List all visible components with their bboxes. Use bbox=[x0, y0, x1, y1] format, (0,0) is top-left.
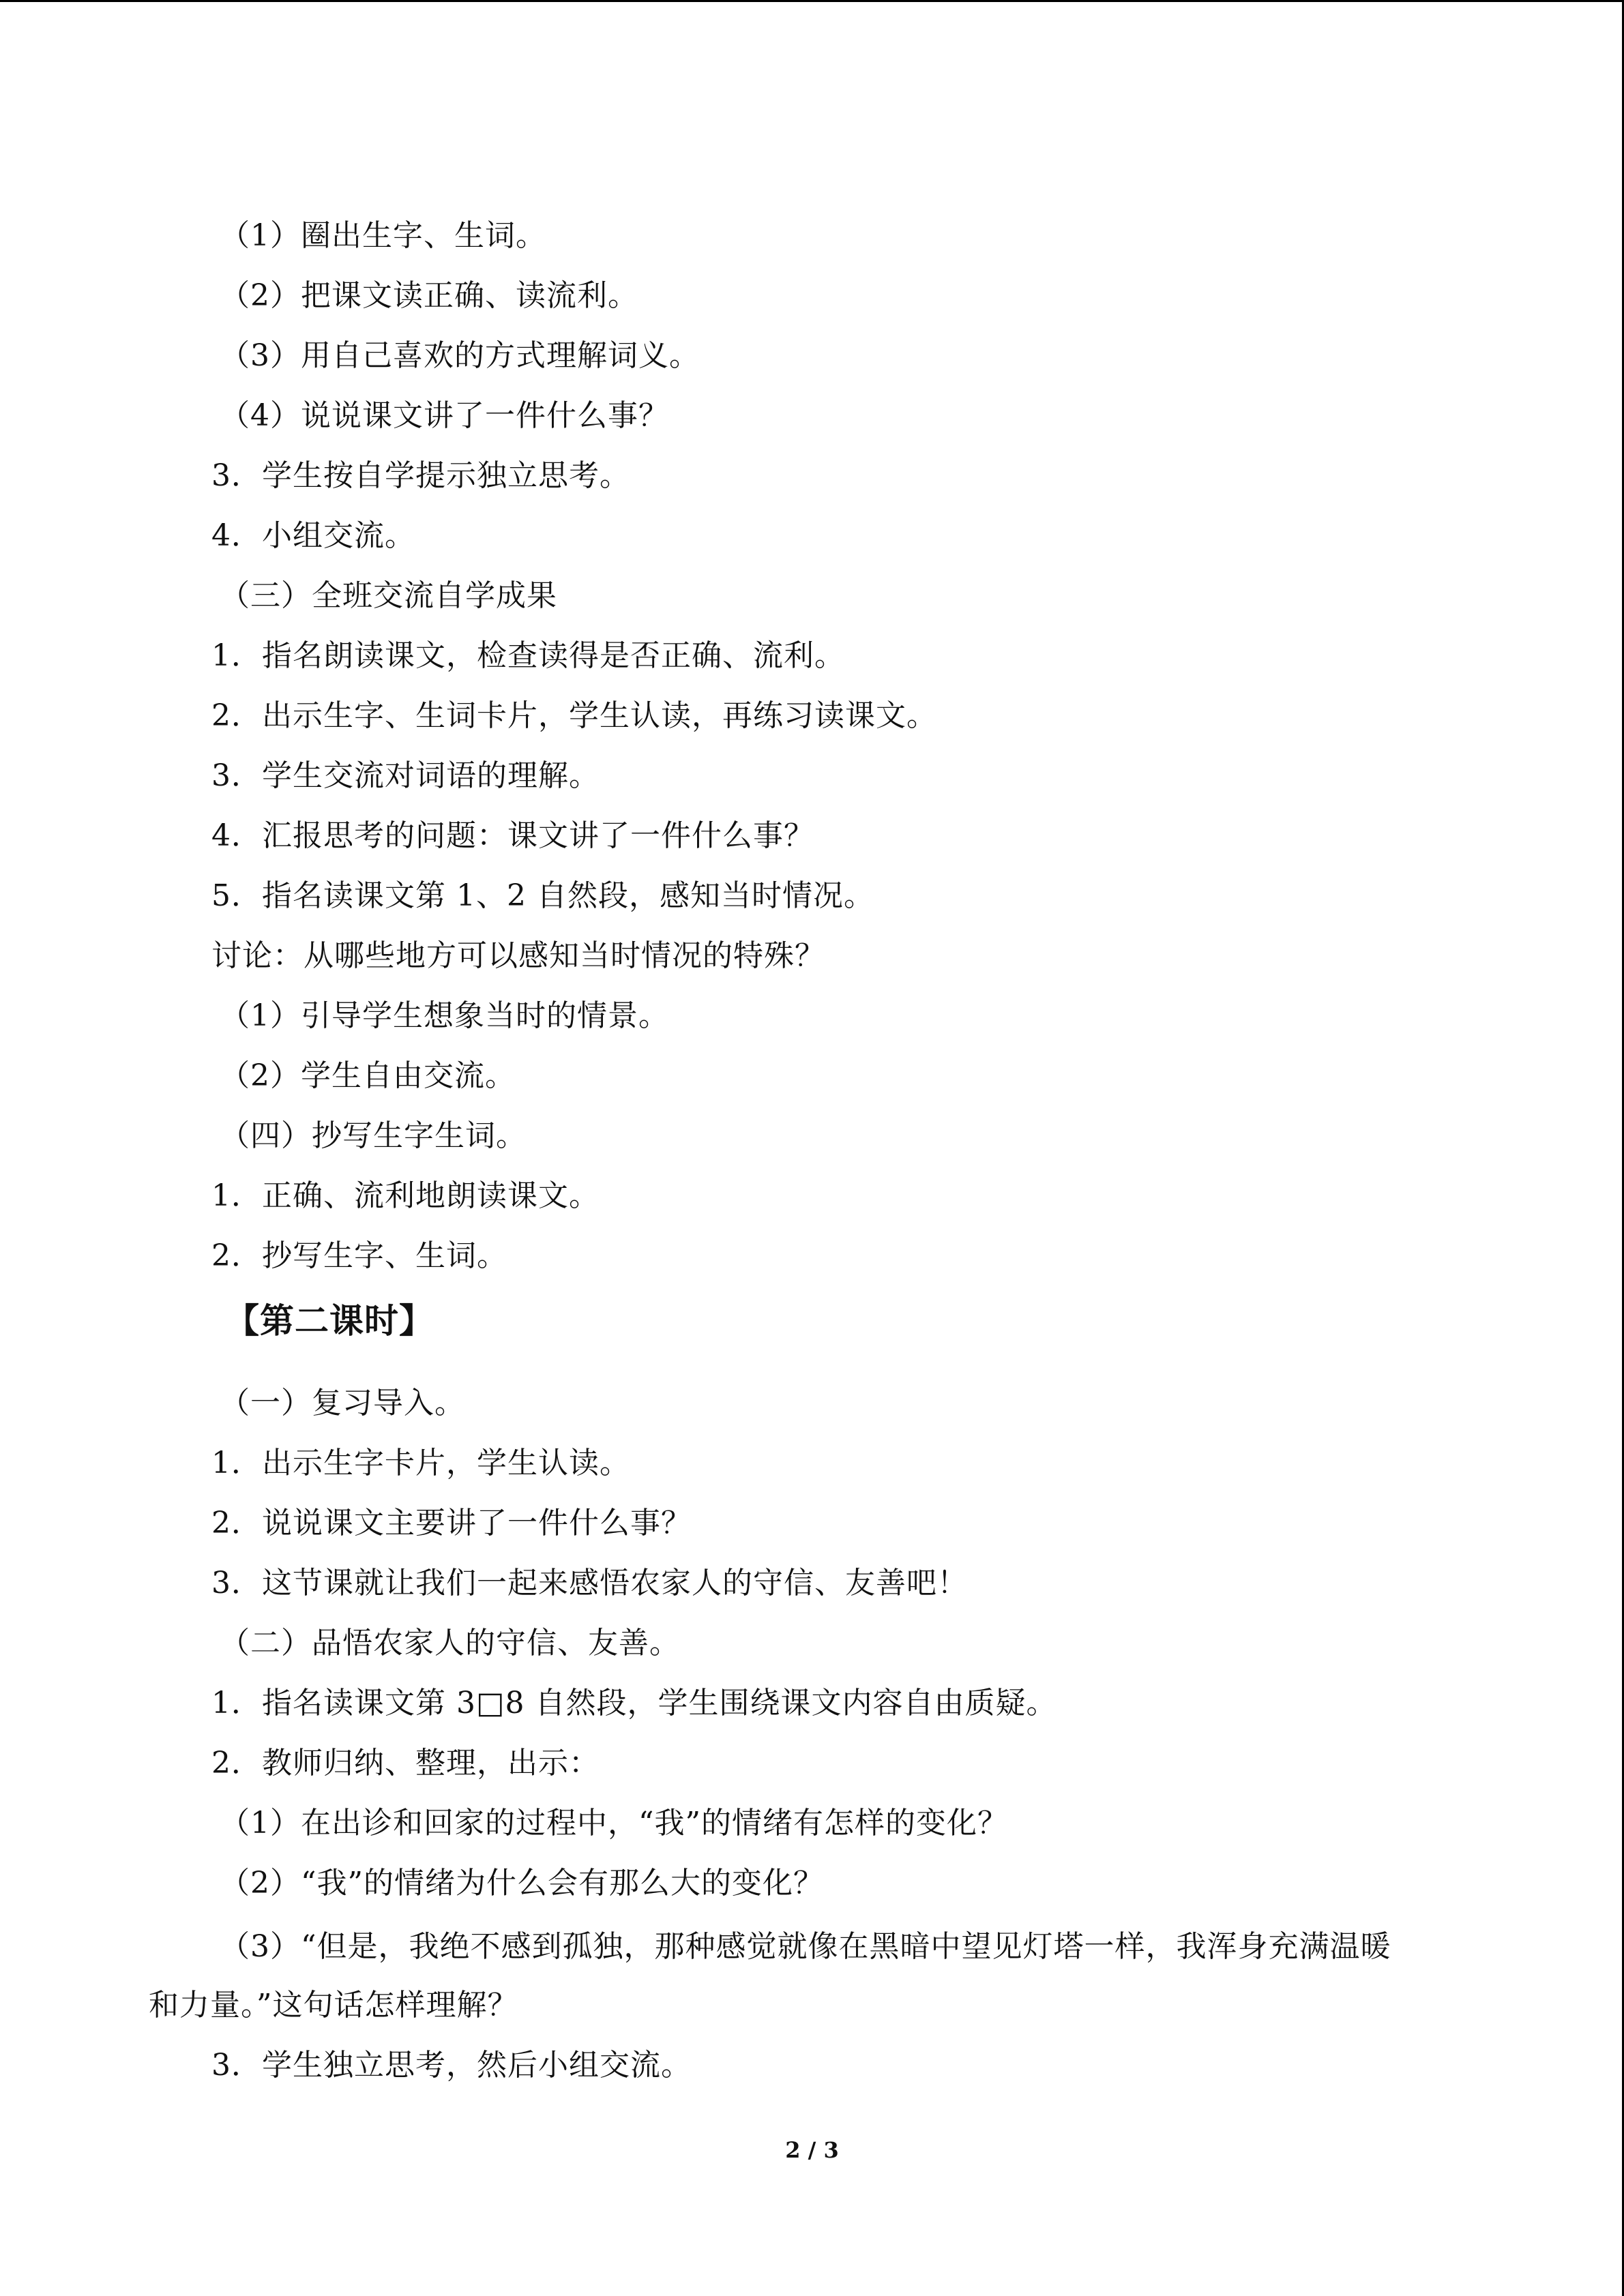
text-line: 3．学生独立思考，然后小组交流。 bbox=[211, 2048, 692, 2083]
text-line: 3．学生按自学提示独立思考。 bbox=[211, 458, 630, 493]
text-line: （3）用自己喜欢的方式理解词义。 bbox=[220, 338, 700, 373]
text-line: 1．正确、流利地朗读课文。 bbox=[211, 1178, 600, 1213]
page-indicator: 2 / 3 bbox=[785, 2137, 839, 2163]
section-heading: （二）品悟农家人的守信、友善。 bbox=[220, 1626, 680, 1660]
text-line: （4）说说课文讲了一件什么事？ bbox=[220, 398, 669, 433]
text-line: （3）“但是，我绝不感到孤独，那种感觉就像在黑暗中望见灯塔一样，我浑身充满温暖 bbox=[220, 1929, 1391, 1964]
section-heading: （一）复习导入。 bbox=[220, 1386, 465, 1420]
text-line: 2．抄写生字、生词。 bbox=[211, 1238, 507, 1273]
text-line: 1．出示生字卡片，学生认读。 bbox=[211, 1446, 630, 1480]
text-line: （1）圈出生字、生词。 bbox=[220, 218, 546, 253]
lesson-heading: 【第二课时】 bbox=[225, 1301, 434, 1341]
text-line: 和力量。”这句话怎样理解？ bbox=[149, 1988, 518, 2023]
text-line: 2．教师归纳、整理，出示： bbox=[211, 1746, 600, 1780]
text-line: 讨论：从哪些地方可以感知当时情况的特殊？ bbox=[211, 938, 825, 973]
text-line: 1．指名读课文第 3□8 自然段，学生围绕课文内容自由质疑。 bbox=[211, 1686, 1057, 1720]
text-line: 3．这节课就让我们一起来感悟农家人的守信、友善吧！ bbox=[211, 1566, 968, 1600]
text-line: 4．小组交流。 bbox=[211, 518, 415, 553]
text-line: 3．学生交流对词语的理解。 bbox=[211, 758, 600, 793]
text-line: 4．汇报思考的问题：课文讲了一件什么事？ bbox=[211, 818, 814, 853]
text-line: 2．说说课文主要讲了一件什么事？ bbox=[211, 1506, 692, 1540]
text-line: （2）“我”的情绪为什么会有那么大的变化？ bbox=[220, 1866, 824, 1900]
text-line: 2．出示生字、生词卡片，学生认读，再练习读课文。 bbox=[211, 698, 937, 733]
text-line: （2）把课文读正确、读流利。 bbox=[220, 278, 638, 313]
section-heading: （四）抄写生字生词。 bbox=[220, 1118, 527, 1153]
text-line: （2）学生自由交流。 bbox=[220, 1058, 516, 1093]
text-line: （1）在出诊和回家的过程中，“我”的情绪有怎样的变化？ bbox=[220, 1806, 1008, 1840]
text-line: 5．指名读课文第 1、2 自然段，感知当时情况。 bbox=[211, 878, 874, 913]
text-line: 1．指名朗读课文，检查读得是否正确、流利。 bbox=[211, 638, 845, 673]
text-line: （1）引导学生想象当时的情景。 bbox=[220, 998, 669, 1033]
section-heading: （三）全班交流自学成果 bbox=[220, 578, 557, 613]
